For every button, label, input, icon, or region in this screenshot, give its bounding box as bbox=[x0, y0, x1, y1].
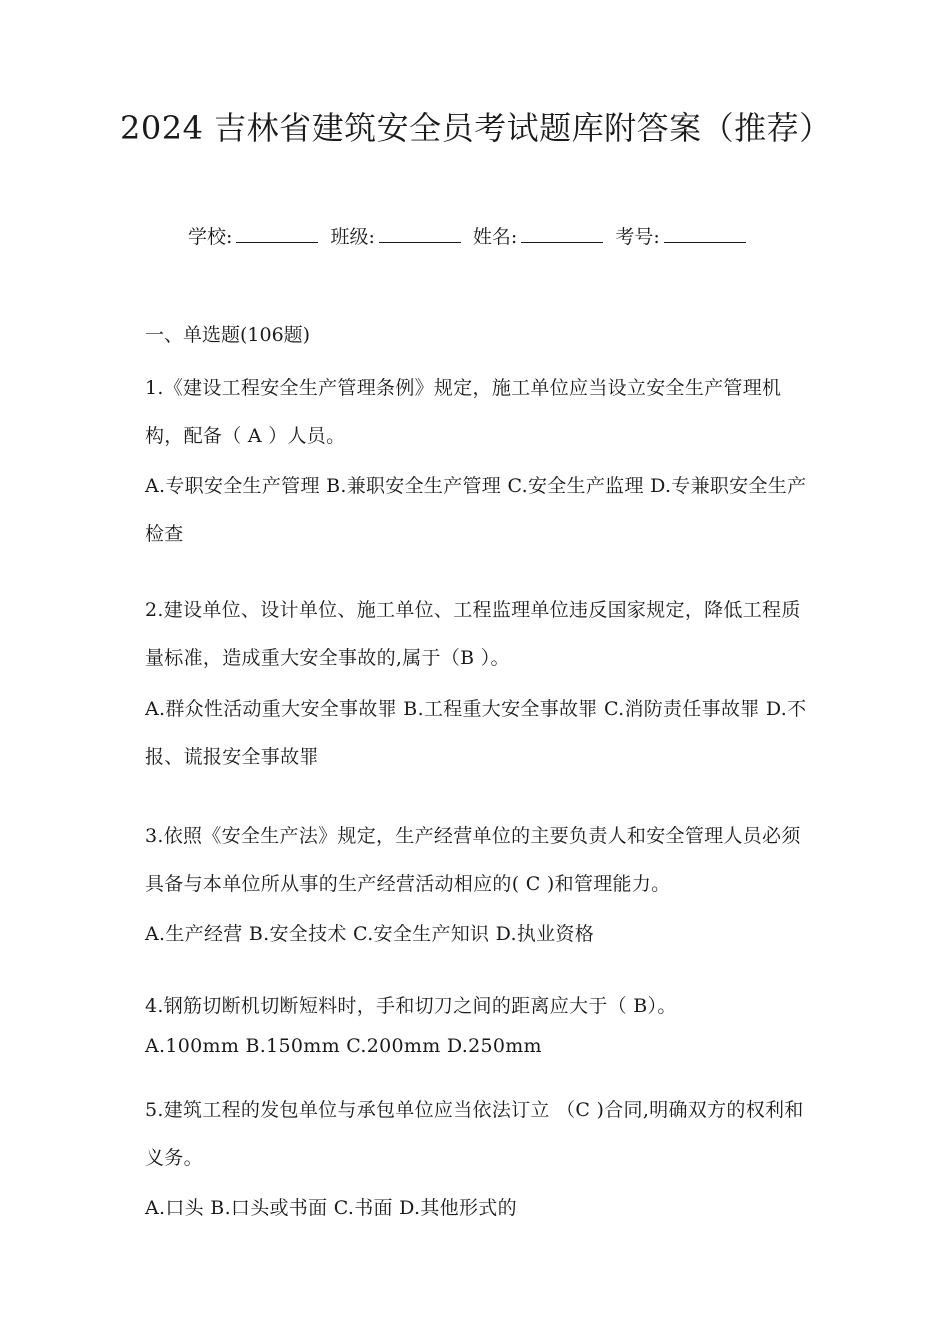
question-1-options: A.专职安全生产管理 B.兼职安全生产管理 C.安全生产监理 D.专兼职安全生产检查 bbox=[145, 475, 807, 545]
question-4-text: 4.钢筋切断机切断短料时，手和切刀之间的距离应大于（ B）。 bbox=[145, 995, 677, 1017]
question-2-text: 2.建设单位、设计单位、施工单位、工程监理单位违反国家规定，降低工程质量标准，造成重大安全事故的,属于（B ）。 bbox=[145, 599, 801, 669]
question-5-options: A.口头 B.口头或书面 C.书面 D.其他形式的 bbox=[145, 1197, 517, 1219]
name-blank bbox=[521, 224, 603, 243]
question-2-options: A.群众性活动重大安全事故罪 B.工程重大安全事故罪 C.消防责任事故罪 D.不报、谎报安全事故罪 bbox=[145, 698, 807, 768]
document-title: 2024 吉林省建筑安全员考试题库附答案（推荐） bbox=[120, 109, 832, 147]
question-1-text: 1.《建设工程安全生产管理条例》规定，施工单位应当设立安全生产管理机构，配备（ A ）人员。 bbox=[145, 377, 782, 447]
school-blank bbox=[236, 224, 318, 243]
name-label: 姓名: bbox=[472, 226, 518, 248]
exam-number-blank bbox=[664, 224, 746, 243]
class-label: 班级: bbox=[330, 226, 375, 248]
section-heading: 一、单选题(106题) bbox=[145, 324, 311, 346]
school-label: 学校: bbox=[188, 226, 233, 248]
student-info-line bbox=[188, 222, 752, 252]
question-4-options: A.100mm B.150mm C.200mm D.250mm bbox=[145, 1035, 542, 1057]
question-3-text: 3.依照《安全生产法》规定，生产经营单位的主要负责人和安全管理人员必须具备与本单位所从事的生产经营活动相应的( C )和管理能力。 bbox=[145, 825, 801, 895]
question-3-options: A.生产经营 B.安全技术 C.安全生产知识 D.执业资格 bbox=[145, 923, 595, 945]
question-5-text: 5.建筑工程的发包单位与承包单位应当依法订立 （C )合同,明确双方的权利和义务。 bbox=[145, 1099, 804, 1169]
exam-number-label: 考号: bbox=[615, 226, 660, 248]
class-blank bbox=[379, 224, 461, 243]
